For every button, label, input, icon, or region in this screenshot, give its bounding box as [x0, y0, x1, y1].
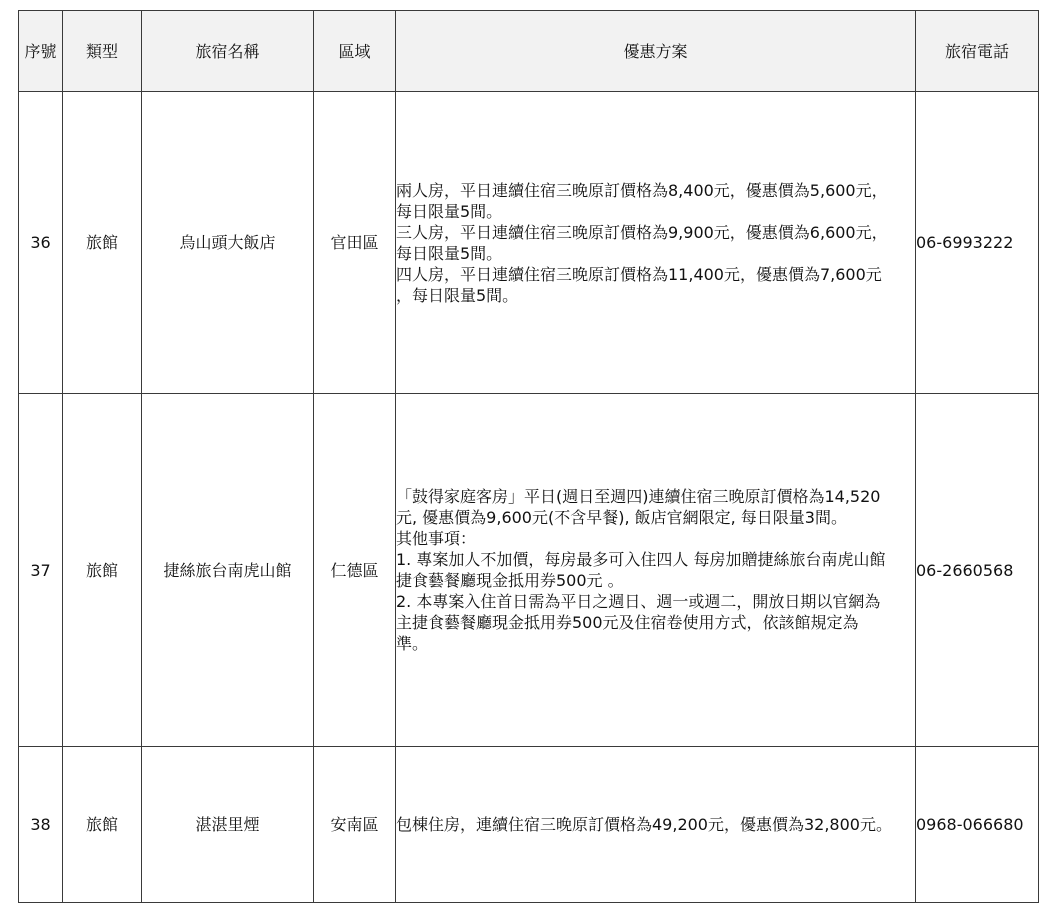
table-row: [19, 394, 1039, 747]
cell-offer: 兩人房，平日連續住宿三晚原訂價格為8,400元，優惠價為5,600元， 每日限量5間。 三人房，平日連續住宿三晚原訂價格為9,900元，優惠價為6,600元， 每日限量5間。 四人房，平日連續住宿三晚原訂價格為11,400元，優惠價為7,600元 ，每日限量5間。: [396, 92, 916, 394]
header-name: 旅宿名稱: [142, 11, 314, 92]
cell-index: 37: [19, 394, 63, 747]
lodging-offer-table: [18, 10, 1039, 903]
cell-phone: 06-2660568: [916, 394, 1039, 747]
cell-area: 官田區: [314, 92, 396, 394]
cell-type: 旅館: [63, 747, 142, 903]
header-row: [19, 11, 1039, 92]
cell-name: 烏山頭大飯店: [142, 92, 314, 394]
header-phone: 旅宿電話: [916, 11, 1039, 92]
header-index: 序號: [19, 11, 63, 92]
cell-phone: 06-6993222: [916, 92, 1039, 394]
cell-area: 仁德區: [314, 394, 396, 747]
table-body: [19, 92, 1039, 903]
header-area: 區域: [314, 11, 396, 92]
cell-name: 湛湛里煙: [142, 747, 314, 903]
table-row: [19, 747, 1039, 903]
cell-area: 安南區: [314, 747, 396, 903]
cell-type: 旅館: [63, 394, 142, 747]
table-header: [19, 11, 1039, 92]
header-offer: 優惠方案: [396, 11, 916, 92]
cell-index: 38: [19, 747, 63, 903]
cell-offer: 包棟住房，連續住宿三晚原訂價格為49,200元，優惠價為32,800元。: [396, 747, 916, 903]
cell-offer: 「鼓得家庭客房」平日(週日至週四)連續住宿三晚原訂價格為14,520 元, 優惠價為9,600元(不含早餐), 飯店官網限定, 每日限量3間。 其他事項： 1. 專案加人不加價，每房最多可入住四人 每房加贈捷絲旅台南虎山館 捷食藝餐廳現金抵用券500元 。 2. 本專案入住首日需為平日之週日、週一或週二，開放日期以官網為 主捷食藝餐廳現金抵用券500元及住宿卷使用方式，依該館規定為 準。: [396, 394, 916, 747]
cell-phone: 0968-066680: [916, 747, 1039, 903]
table-row: [19, 92, 1039, 394]
cell-type: 旅館: [63, 92, 142, 394]
cell-index: 36: [19, 92, 63, 394]
cell-name: 捷絲旅台南虎山館: [142, 394, 314, 747]
header-type: 類型: [63, 11, 142, 92]
